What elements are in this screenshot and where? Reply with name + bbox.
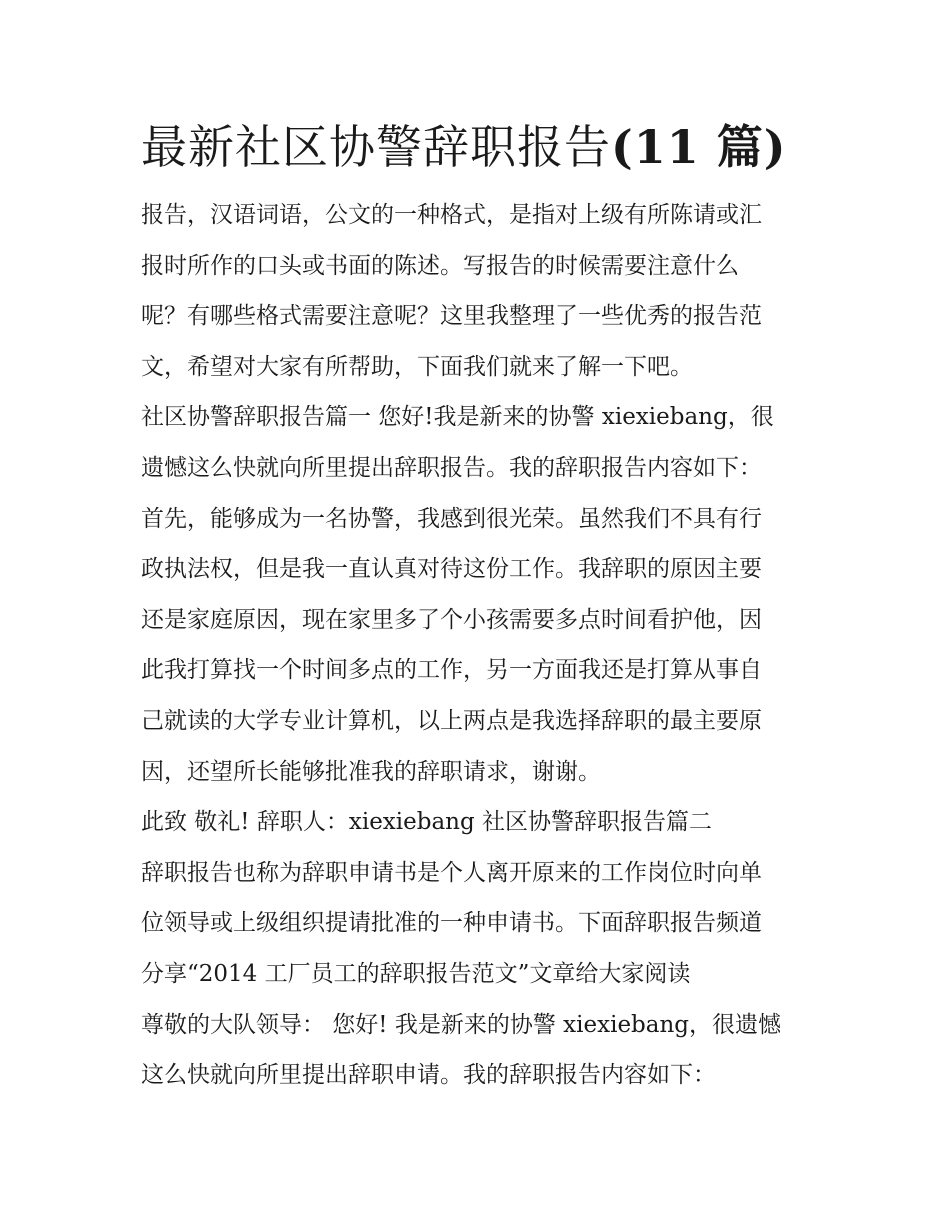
text-line: 因，还望所长能够批准我的辞职请求，谢谢。 — [141, 758, 601, 785]
text-line: 报时所作的口头或书面的陈述。写报告的时候需要注意什么 — [141, 252, 739, 279]
text-line: 呢？有哪些格式需要注意呢？这里我整理了一些优秀的报告范 — [141, 303, 762, 330]
text-line: 此致 敬礼! 辞职人：xiexiebang 社区协警辞职报告篇二 — [141, 809, 713, 836]
text-line: 文，希望对大家有所帮助，下面我们就来了解一下吧。 — [141, 353, 693, 380]
text-line: 此我打算找一个时间多点的工作，另一方面我还是打算从事自 — [141, 657, 762, 684]
paragraph-report-one — [141, 392, 821, 797]
title-count: (11 篇) — [611, 120, 787, 174]
paragraph-intro — [141, 190, 821, 392]
text-line: 政执法权，但是我一直认真对待这份工作。我辞职的原因主要 — [141, 556, 762, 583]
text-line: 尊敬的大队领导： 您好! 我是新来的协警 xiexiebang，很遗憾 — [141, 1011, 782, 1038]
text-line: 这么快就向所里提出辞职申请。我的辞职报告内容如下： — [141, 1062, 716, 1089]
text-line: 还是家庭原因，现在家里多了个小孩需要多点时间看护他，因 — [141, 606, 762, 633]
paragraph-closing — [141, 797, 821, 848]
text-line: 报告，汉语词语，公文的一种格式，是指对上级有所陈请或汇 — [141, 202, 762, 228]
text-line: 首先，能够成为一名协警，我感到很光荣。虽然我们不具有行 — [141, 505, 762, 532]
text-line: 位领导或上级组织提请批准的一种申请书。下面辞职报告频道 — [141, 910, 762, 937]
text-line: 己就读的大学专业计算机，以上两点是我选择辞职的最主要原 — [141, 707, 762, 734]
document-title — [141, 112, 821, 182]
paragraph-report-two — [141, 1000, 821, 1101]
text-line: 分享“2014 工厂员工的辞职报告范文”文章给大家阅读 — [141, 960, 691, 987]
text-line: 遗憾这么快就向所里提出辞职报告。我的辞职报告内容如下： — [141, 454, 762, 481]
text-line: 辞职报告也称为辞职申请书是个人离开原来的工作岗位时向单 — [141, 859, 762, 886]
document-page — [141, 112, 821, 1101]
title-main: 最新社区协警辞职报告 — [141, 120, 611, 174]
paragraph-definition — [141, 848, 821, 1000]
text-line: 社区协警辞职报告篇一 您好!我是新来的协警 xiexiebang，很 — [141, 404, 774, 431]
